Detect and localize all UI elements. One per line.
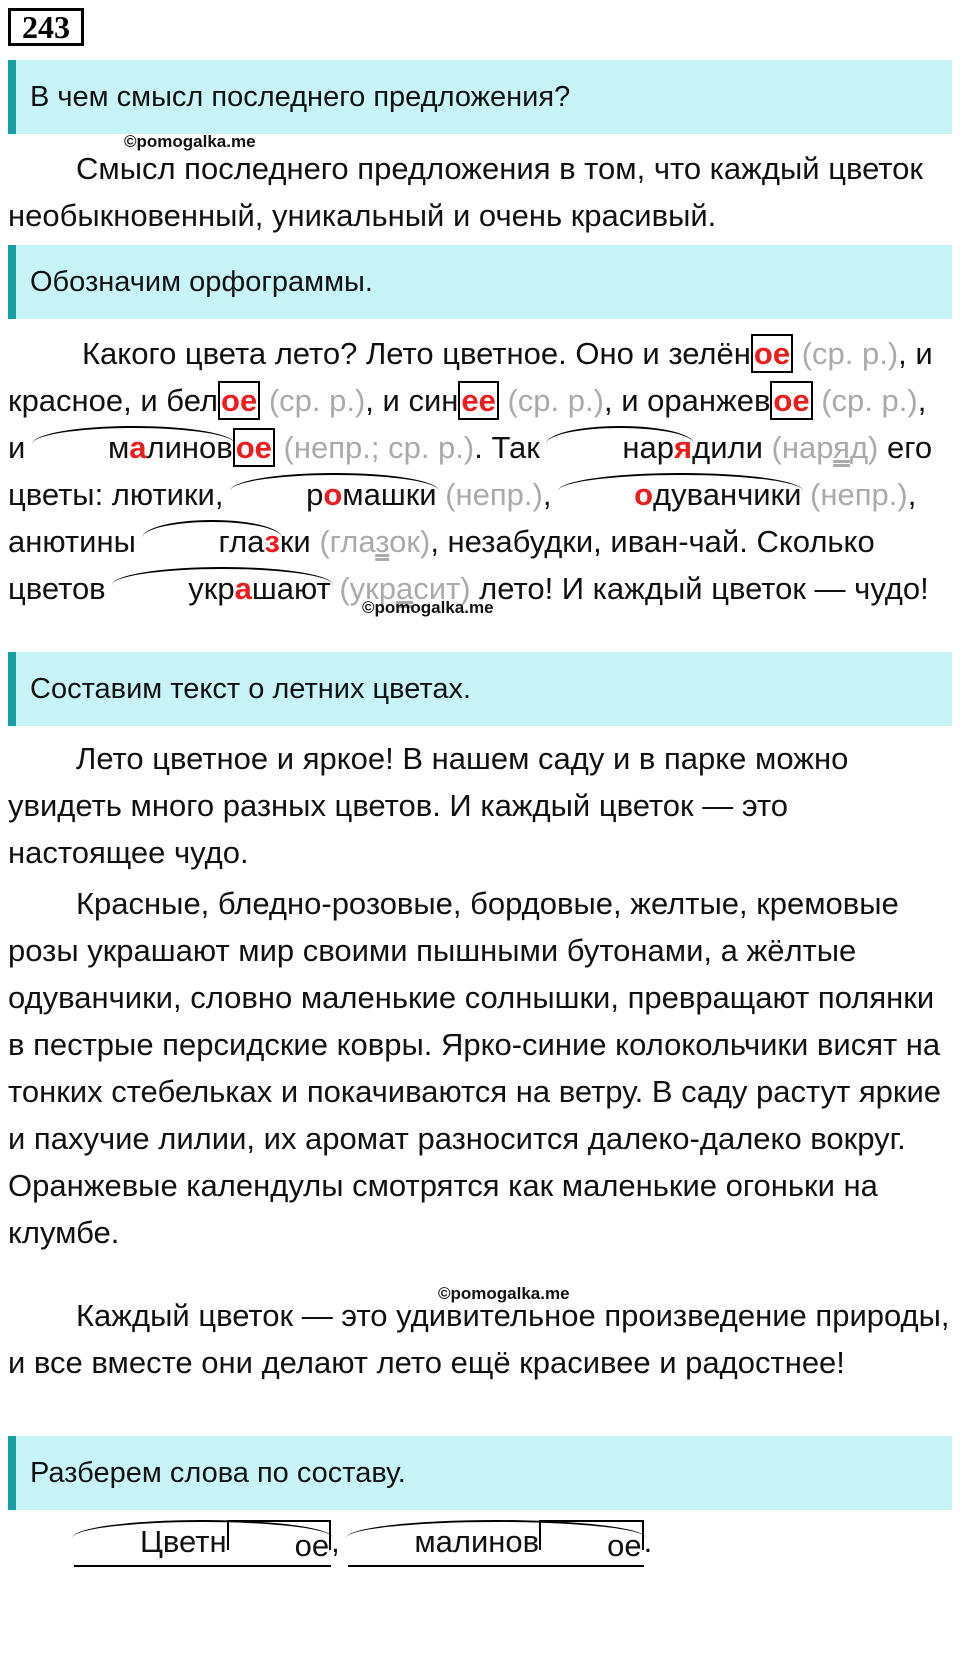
- ending-box: ое: [539, 1520, 643, 1550]
- root-part: шают: [251, 571, 331, 606]
- word-part: ки: [279, 524, 311, 559]
- root-part: нар: [622, 430, 675, 465]
- watermark: ©pomogalka.me: [362, 598, 494, 617]
- text-fragment: ,: [542, 477, 561, 512]
- root-part: укр: [188, 571, 235, 606]
- word-glazki: [144, 518, 279, 565]
- word-tsvetnoe: [74, 1518, 331, 1567]
- root-part: гла: [218, 524, 265, 559]
- ending-mark: ое: [770, 381, 812, 420]
- hint-part: (укр: [330, 571, 396, 606]
- word-malinovoe-parse: [348, 1518, 643, 1567]
- root-part: машки: [342, 477, 437, 512]
- root-part: дуванчики: [653, 477, 802, 512]
- hint-vowel: я: [833, 430, 850, 465]
- word-part: дили: [692, 430, 763, 465]
- hint-part: (гла: [310, 524, 376, 559]
- ending-mark: ое: [218, 381, 260, 420]
- vowel-mark: я: [674, 430, 693, 465]
- section-heading-meaning: В чем смысл последнего предложения?: [8, 60, 952, 134]
- morpheme-parse: [8, 1518, 952, 1567]
- text-fragment: , и красное, и бел: [8, 336, 933, 418]
- text-fragment: Какого цвета лето? Лето цветное. Оно и зелён: [82, 336, 751, 371]
- hint-part: (нар: [762, 430, 834, 465]
- vowel-mark: о: [323, 477, 343, 512]
- hint: (ср. р.): [812, 383, 918, 418]
- root-arc: [34, 424, 233, 471]
- compose-paragraph-1: Лето цветное и яркое! В нашем саду и в парке можно увидеть много разных цветов. И каждый цветок — это настоящее чудо.: [8, 741, 849, 870]
- word-oduvanchiki: [560, 471, 801, 518]
- hint: (ср. р.): [260, 383, 366, 418]
- root-part: Цветн: [140, 1524, 227, 1559]
- text-fragment: , незабудки, иван-чай. Сколько цветов: [8, 524, 875, 606]
- hint: (непр.; ср. р.): [274, 430, 475, 465]
- section-heading-morphemes: Разберем слова по составу.: [8, 1436, 952, 1510]
- punctuation: .: [643, 1524, 653, 1559]
- text-fragment: , и син: [365, 383, 459, 418]
- vowel-mark: а: [234, 571, 252, 606]
- watermark: ©pomogalka.me: [438, 1284, 570, 1303]
- text-fragment: , и оранжев: [603, 383, 771, 418]
- hint: (ср. р.): [793, 336, 899, 371]
- hint-part: ок): [389, 524, 431, 559]
- word-malinovoe: [34, 430, 233, 465]
- hint: (непр.): [801, 477, 908, 512]
- word-ukrashayut: [114, 565, 330, 612]
- hint: (ср. р.): [498, 383, 604, 418]
- hint-part: сит): [413, 571, 471, 606]
- separator: ,: [331, 1524, 349, 1559]
- spelling-text: [8, 330, 952, 612]
- hint-vowel: а: [395, 571, 414, 606]
- vowel-mark: о: [634, 477, 654, 512]
- text-fragment: , анютины: [8, 477, 917, 559]
- vowel-mark: а: [129, 430, 147, 465]
- exercise-number: 243: [8, 8, 84, 46]
- watermark: ©pomogalka.me: [124, 132, 256, 151]
- root-part: малинов: [414, 1524, 540, 1559]
- answer-meaning: Смысл последнего предложения в том, что каждый цветок необыкновенный, уникальный и очень красивый.: [8, 151, 923, 233]
- compose-paragraph-3: Каждый цветок — это удивительное произведение природы, и все вместе они делают лето ещё красивее и радостнее!: [8, 1298, 950, 1380]
- text-fragment: , и: [8, 383, 927, 465]
- root-part: р: [306, 477, 324, 512]
- text-fragment: лето! И каждый цветок — чудо!: [470, 571, 929, 606]
- compose-paragraph-2: Красные, бледно-розовые, бордовые, желтые, кремовые розы украшают мир своими пышными бутонами, а жёлтые одуванчики, словно маленькие солнышки, превращают полянки в пестрые персидские ковры. Ярко-синие колокольчики висят на тонких стебельках и покачиваются на ветру. В саду растут яркие и пахучие лилии, их аромат разносится далеко-далеко вокруг. Оранжевые календулы смотрятся как маленькие огоньки на клумбе.: [8, 886, 942, 1250]
- ending-mark: ое: [233, 428, 275, 467]
- ending-mark: ее: [458, 381, 498, 420]
- hint: [763, 430, 878, 465]
- section-heading-spelling: Обозначим орфограммы.: [8, 245, 952, 319]
- root-part: м: [107, 430, 130, 465]
- word-naryadili: [548, 424, 692, 471]
- ending-box: ое: [227, 1520, 331, 1550]
- root-part: линов: [146, 430, 233, 465]
- ending-mark: ое: [751, 334, 793, 373]
- hint-consonant: з: [375, 524, 390, 559]
- text-fragment: его цветы: лютики,: [8, 430, 933, 512]
- section-heading-compose: Составим текст о летних цветах.: [8, 652, 952, 726]
- hint-part: д): [849, 430, 879, 465]
- hint: (непр.): [436, 477, 543, 512]
- word-romashki: [232, 471, 437, 518]
- hint: [311, 524, 431, 559]
- text-fragment: . Так: [474, 430, 549, 465]
- consonant-mark: з: [264, 524, 280, 559]
